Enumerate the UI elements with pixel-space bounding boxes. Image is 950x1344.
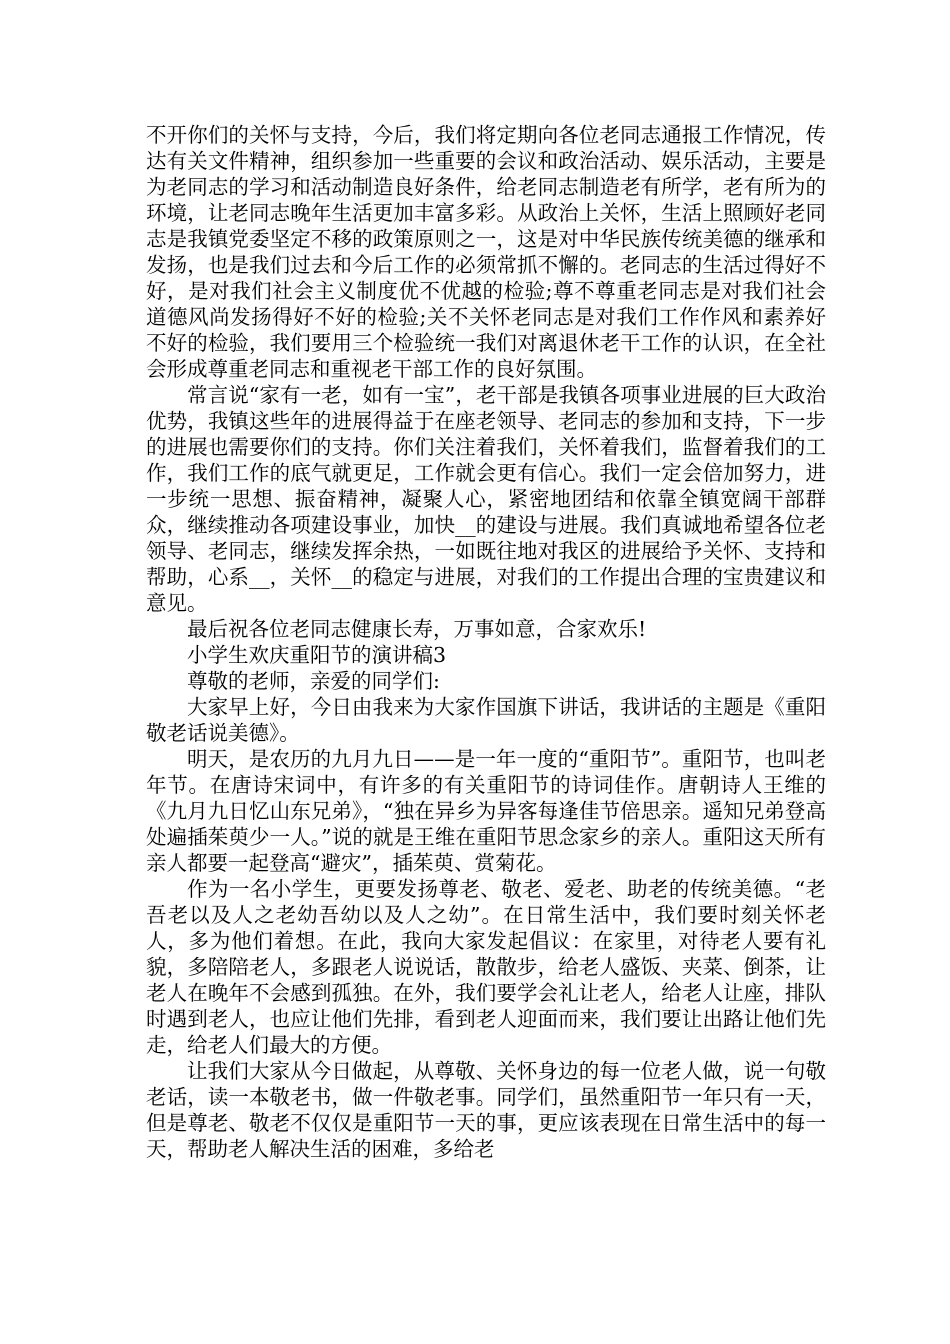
line: 唐朝诗人王维的《九月九日忆山东兄弟》，“独在异乡为异客每逢 (146, 773, 827, 823)
line: 的方便。 (310, 1033, 392, 1057)
line: 助，心系__，关怀__的稳定与进展，对我们的工作提出合理的宝贵 (166, 565, 765, 589)
line: 志，继续发挥余热，一如既往地对我区的进展给予关怀、支持和帮 (146, 539, 826, 589)
line: 在全社会形成尊重老同志和重视老干部工作的良好氛围。 (146, 331, 826, 381)
line: 则之一，这是对中华民族传统美德的继承和发扬，也是我们过去和 (146, 227, 826, 277)
line: 常言说“家有一老，如有一宝”，老干部是我镇各项事业进展 (187, 383, 724, 407)
line: 不开你们的关怀与支持，今后，我们将定期向各位老同志通报工作 (146, 123, 744, 147)
line: 们要学会礼让老人，给老人让座，排队时遇到老人，也应让他们先 (146, 981, 826, 1031)
line: 大家早上好，今日由我来为大家作国旗下讲话，我讲话的主题 (187, 695, 744, 719)
line: 佳节倍思亲。遥知兄弟登高处遍插茱萸少一人。”说的就是王维在 (146, 799, 826, 849)
line: 会更有信心。我们一定会倍加努力，进一步统一思想、振奋精神， (146, 461, 826, 511)
line: 参加和支持，下一步的进展也需要你们的支持。你们关注着我们， (146, 409, 826, 459)
line: 凝聚人心，紧密地团结和依靠全镇宽阔干部群众，继续推动各项建 (146, 487, 827, 537)
line: 不好的检验，我们要用三个检验统一我们对离退休老干工作的认识， (146, 331, 765, 355)
paragraph-1 (146, 122, 826, 382)
line: 节一年只有一天，但是尊老、敬老不仅仅是重阳节一天的事，更应 (146, 1085, 826, 1135)
line: 该表现在日常生活中的每一天，帮助老人解决生活的困难，多给老 (146, 1111, 826, 1161)
line: 是《重阳敬老话说美德》。 (146, 695, 827, 745)
line: 说一句敬老话，读一本敬老书，做一件敬老事。同学们，虽然重阳 (146, 1059, 827, 1109)
line: 家里，对待老人要有礼貌，多陪陪老人，多跟老人说说话，散散步， (146, 929, 826, 979)
paragraph-3 (146, 616, 826, 642)
line: 给老人盛饭、夹菜、倒茶，让老人在晚年不会感到孤独。在外，我 (146, 955, 826, 1005)
line: 制造老有所学，老有所为的环境，让老同志晚年生活更加丰富多彩。 (146, 175, 826, 225)
line: 小学生欢庆重阳节的演讲稿3 (187, 643, 447, 667)
line: 的巨大政治优势，我镇这些年的进展得益于在座老领导、老同志的 (146, 383, 827, 433)
line: 娱乐活动，主要是为老同志的学习和活动制造良好条件，给老同志 (146, 149, 826, 199)
line: 排，看到老人迎面而来，我们要让出路让他们先走，给老人们最大 (146, 1007, 826, 1057)
paragraph-7 (146, 746, 826, 876)
line: 关怀着我们，监督着我们的工作，我们工作的底气就更足，工作就 (146, 435, 826, 485)
line: 作为一名小学生，更要发扬尊老、敬老、爱老、助老的传统美 (187, 877, 753, 901)
line: 从政治上关怀，生活上照顾好老同志是我镇党委坚定不移的政策原 (146, 201, 826, 251)
paragraph-2 (146, 382, 826, 616)
paragraph-8 (146, 876, 826, 1058)
line: 重阳节思念家乡的亲人。重阳这天所有亲人都要一起登高“避灾”， (146, 825, 827, 875)
line: 建议和意见。 (146, 565, 826, 615)
document-page (146, 122, 826, 1162)
line: 插茱萸、赏菊花。 (392, 851, 557, 875)
speech-title (146, 642, 826, 668)
line: 今后工作的必须常抓不懈的。老同志的生活过得好不好，是对我们 (146, 253, 826, 303)
line: 明天，是农历的九月九日——是一年一度的“重阳节”。重阳 (187, 747, 724, 771)
line: 德。“老吾老以及人之老幼吾幼以及人之幼”。在日常生活中，我 (146, 877, 827, 927)
paragraph-6 (146, 694, 826, 746)
line: 情况，传达有关文件精神，组织参加一些重要的会议和政治活动、 (146, 123, 826, 173)
line: 最后祝各位老同志健康长寿，万事如意，合家欢乐! (187, 617, 647, 641)
line: 节，也叫老年节。在唐诗宋词中，有许多的有关重阳节的诗词佳作。 (146, 747, 826, 797)
salutation (146, 668, 826, 694)
line: 社会主义制度优不优越的检验;尊不尊重老同志是对我们社会道德风 (146, 279, 827, 329)
line: 设事业，加快__的建设与进展。我们真诚地希望各位老领导、老同 (146, 513, 826, 563)
line: 尚发扬得好不好的检验;关不关怀老同志是对我们工作作风和素养好 (209, 305, 827, 329)
line: 让我们大家从今日做起，从尊敬、关怀身边的每一位老人做， (187, 1059, 744, 1083)
paragraph-9 (146, 1058, 826, 1162)
line: 们要时刻关怀老人，多为他们着想。在此，我向大家发起倡议：在 (146, 903, 827, 953)
line: 尊敬的老师，亲爱的同学们: (187, 669, 440, 693)
